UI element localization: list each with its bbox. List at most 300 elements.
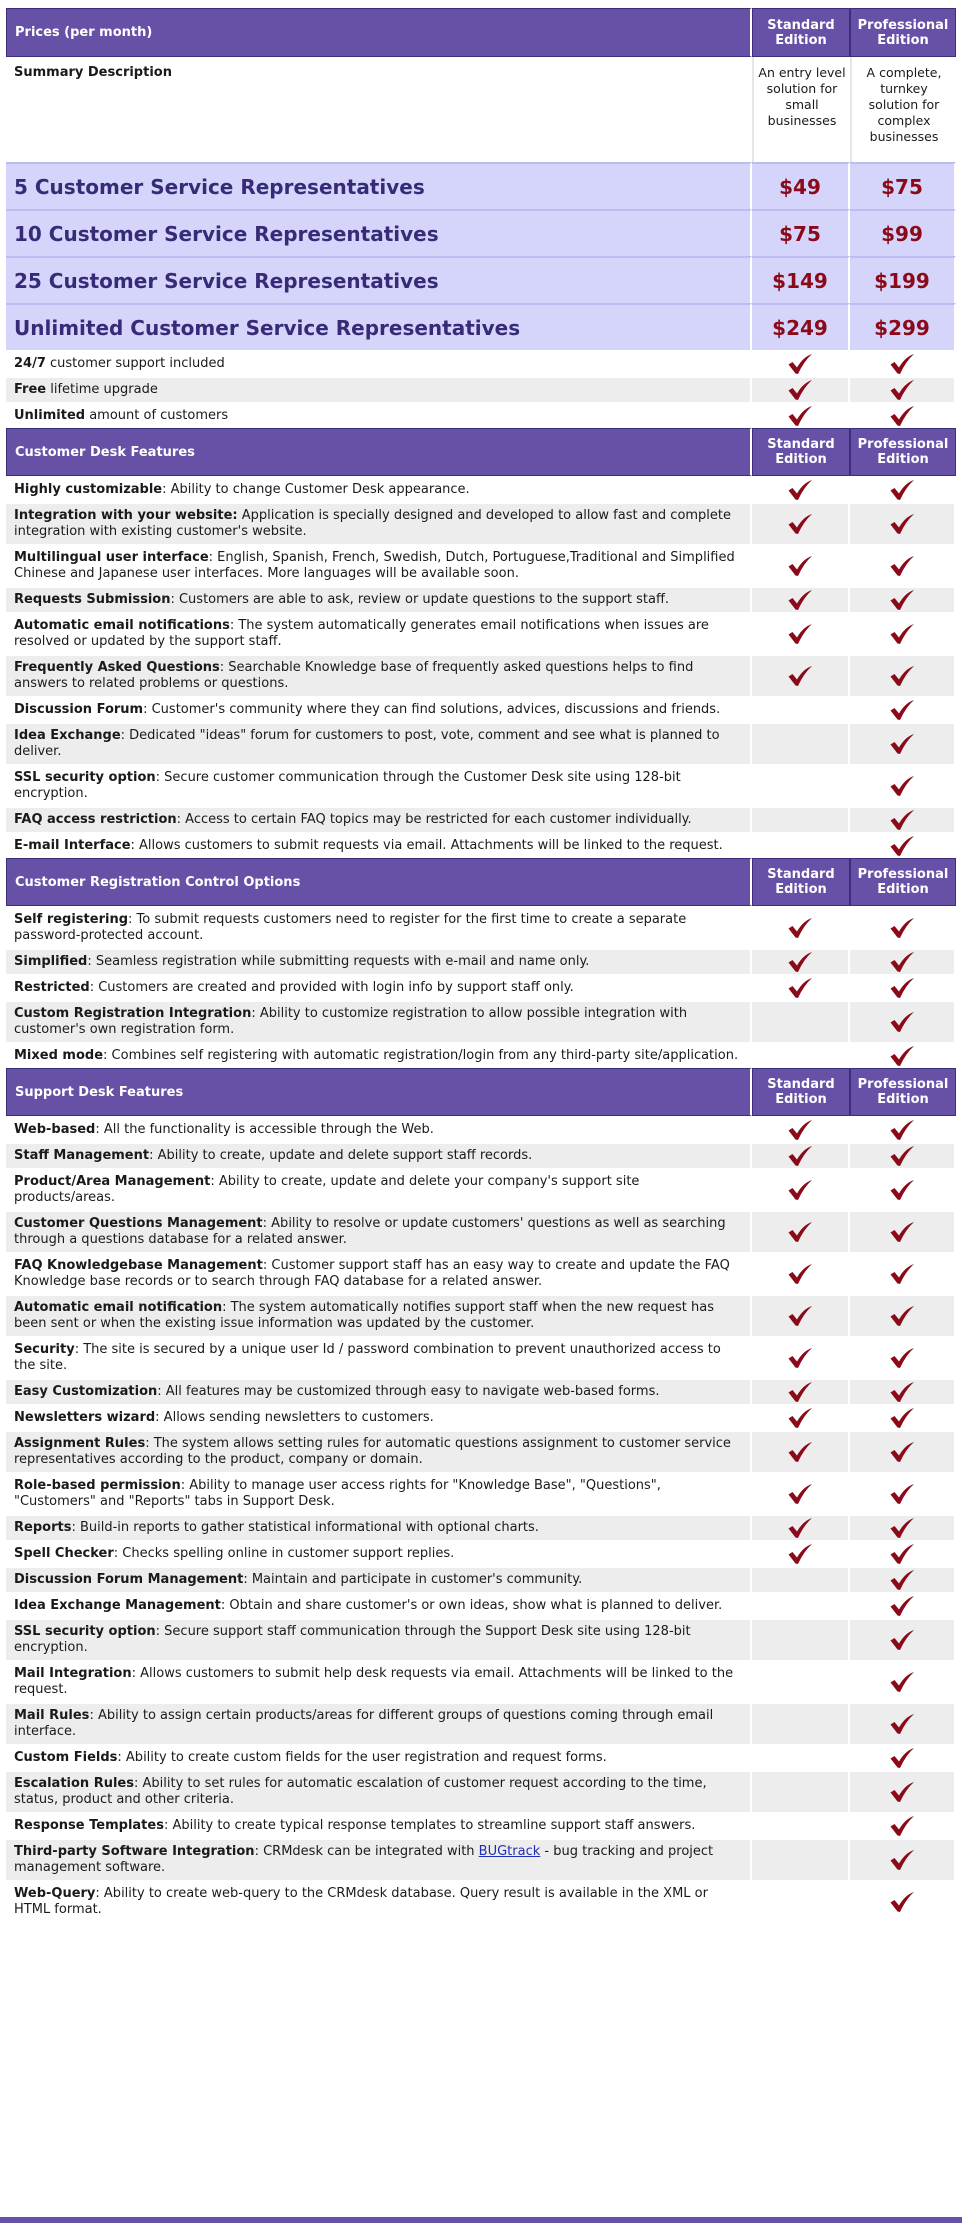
feature-text: : Customer's community where they can find solutions, advices, discussions and friends. [143,702,721,717]
included-cell [752,612,850,654]
price-row [6,303,956,350]
feature-name: Self registering [14,912,129,927]
included-cell [850,502,956,544]
included-cell [850,764,956,806]
feature-description [6,350,752,376]
included-cell [850,586,956,612]
check-icon [889,699,915,721]
professional-edition-heading: Professional Edition [850,428,956,476]
not-included-cell [752,1618,850,1660]
check-icon [889,733,915,755]
feature-name: Security [14,1342,75,1357]
feature-row [6,1042,956,1068]
feature-text: : The system automatically notifies support staff when the new request has been sent or when the existing issue information was updated by the customer. [14,1300,715,1331]
professional-summary: A complete, turnkey solution for complex businesses [850,57,956,162]
price-tier-label: 5 Customer Service Representatives [6,162,752,209]
feature-text: : Secure support staff communication through the Support Desk site using 128-bit encryption. [14,1624,691,1655]
included-cell [752,1210,850,1252]
feature-name: Discussion Forum [14,702,144,717]
feature-name: Restricted [14,980,90,995]
check-icon [889,1305,915,1327]
standard-price: $75 [752,209,850,256]
feature-name: Mixed mode [14,1048,104,1063]
feature-name: Idea Exchange [14,728,121,743]
check-icon [889,513,915,535]
check-icon [889,1569,915,1591]
included-cell [850,1430,956,1472]
feature-description [6,696,752,722]
feature-text: : English, Spanish, French, Swedish, Dutch, Portuguese,Traditional and Simplified Chinese and Japanese user interfaces. More languages will be available soon. [14,550,735,581]
check-icon [889,1011,915,1033]
feature-description [6,1660,752,1702]
check-icon [889,809,915,831]
feature-row [6,376,956,402]
check-icon [787,917,813,939]
included-cell [850,696,956,722]
check-icon [787,513,813,535]
feature-row [6,612,956,654]
not-included-cell [752,1000,850,1042]
check-icon [787,951,813,973]
feature-text: : Obtain and share customer's or own ideas, show what is planned to deliver. [220,1598,723,1613]
feature-name: Custom Fields [14,1750,118,1765]
feature-text: : Ability to create, update and delete your company's support site products/areas. [14,1174,640,1205]
not-included-cell [752,1770,850,1812]
feature-text-after: - bug tracking and project management software. [14,1844,714,1875]
feature-row [6,476,956,502]
not-included-cell [752,1566,850,1592]
included-cell [752,948,850,974]
not-included-cell [752,722,850,764]
feature-name: Frequently Asked Questions [14,660,220,675]
bugtrack-link[interactable]: BUGtrack [478,1844,541,1859]
check-icon [889,623,915,645]
check-icon [787,1543,813,1565]
feature-description [6,544,752,586]
professional-price: $75 [850,162,956,209]
feature-row [6,544,956,586]
feature-description [6,1702,752,1744]
feature-row [6,1592,956,1618]
check-icon [787,555,813,577]
footer-bar [0,2217,962,2223]
included-cell [752,1404,850,1430]
check-icon [787,405,813,427]
feature-description [6,1142,752,1168]
feature-description [6,1000,752,1042]
feature-name: Unlimited [14,408,86,423]
check-icon [889,555,915,577]
included-cell [752,1252,850,1294]
included-cell [850,1540,956,1566]
check-icon [889,835,915,857]
feature-name: Multilingual user interface [14,550,209,565]
included-cell [752,502,850,544]
feature-name: Integration with your website: [14,508,238,523]
included-cell [850,1592,956,1618]
feature-text: : Customer support staff has an easy way to create and update the FAQ Knowledge base records or to search through FAQ database for a related answer. [14,1258,730,1289]
check-icon [889,1441,915,1463]
included-cell [850,974,956,1000]
feature-name: Staff Management [14,1148,150,1163]
check-icon [889,1713,915,1735]
feature-description [6,764,752,806]
check-icon [787,1221,813,1243]
feature-text: : Build-in reports to gather statistical informational with optional charts. [71,1520,539,1535]
feature-name: Highly customizable [14,482,163,497]
feature-name: Assignment Rules [14,1436,146,1451]
feature-row [6,1210,956,1252]
feature-text: : All features may be customized through easy to navigate web-based forms. [157,1384,660,1399]
check-icon [889,479,915,501]
feature-description [6,1430,752,1472]
feature-description [6,1168,752,1210]
standard-price: $149 [752,256,850,303]
feature-row [6,1566,956,1592]
standard-summary: An entry level solution for small businesses [752,57,850,162]
check-icon [787,479,813,501]
professional-edition-heading: Professional Edition [850,1068,956,1116]
feature-row [6,1770,956,1812]
included-cell [752,1142,850,1168]
feature-text: : Allows customers to submit help desk requests via email. Attachments will be linked to the request. [14,1666,734,1697]
included-cell [752,654,850,696]
feature-text: amount of customers [85,408,229,423]
section-title: Customer Desk Features [6,428,752,476]
price-row [6,256,956,303]
section-header-row [6,428,956,476]
not-included-cell [752,1660,850,1702]
feature-row [6,1702,956,1744]
included-cell [752,476,850,502]
feature-name: Custom Registration Integration [14,1006,252,1021]
feature-text: : Ability to customize registration to allow possible integration with customer's own registration form. [14,1006,688,1037]
feature-row [6,832,956,858]
price-row [6,162,956,209]
check-icon [889,1045,915,1067]
feature-description [6,1378,752,1404]
check-icon [889,1671,915,1693]
feature-text: : Customers are created and provided with login info by support staff only. [89,980,574,995]
feature-description [6,586,752,612]
feature-description [6,1744,752,1770]
feature-row [6,502,956,544]
included-cell [752,1294,850,1336]
check-icon [787,665,813,687]
feature-text: : Ability to set rules for automatic escalation of customer request according to the time, status, product and other criteria. [14,1776,707,1807]
professional-price: $299 [850,303,956,350]
check-icon [889,1891,915,1913]
check-icon [889,405,915,427]
included-cell [850,1404,956,1430]
standard-price: $249 [752,303,850,350]
feature-name: Reports [14,1520,72,1535]
feature-row [6,1142,956,1168]
feature-text: : To submit requests customers need to register for the first time to create a separate password-protected account. [14,912,687,943]
included-cell [850,1514,956,1540]
standard-edition-heading: Standard Edition [752,858,850,906]
not-included-cell [752,1812,850,1838]
summary-label: Summary Description [6,57,752,162]
not-included-cell [752,1042,850,1068]
feature-row [6,1168,956,1210]
included-cell [850,1838,956,1880]
check-icon [787,623,813,645]
feature-text: : Secure customer communication through the Customer Desk site using 128-bit encryption. [14,770,681,801]
feature-name: Discussion Forum Management [14,1572,244,1587]
check-icon [787,379,813,401]
check-icon [889,1381,915,1403]
feature-description [6,1252,752,1294]
feature-text: : The system automatically generates email notifications when issues are resolved or updated by the support staff. [14,618,709,649]
feature-name: Automatic email notifications [14,618,230,633]
included-cell [850,906,956,948]
feature-row [6,1472,956,1514]
feature-description [6,1210,752,1252]
check-icon [889,1815,915,1837]
feature-row [6,1880,956,1922]
feature-row [6,974,956,1000]
feature-text: : Access to certain FAQ topics may be restricted for each customer individually. [176,812,692,827]
feature-row [6,1378,956,1404]
feature-text: : Allows customers to submit requests via email. Attachments will be linked to the request. [130,838,723,853]
included-cell [752,974,850,1000]
check-icon [889,1483,915,1505]
included-cell [850,612,956,654]
feature-row [6,402,956,428]
included-cell [752,586,850,612]
feature-description [6,1618,752,1660]
check-icon [787,589,813,611]
section-header-row [6,1068,956,1116]
feature-row [6,1744,956,1770]
not-included-cell [752,832,850,858]
included-cell [850,1294,956,1336]
included-cell [752,544,850,586]
feature-description [6,974,752,1000]
feature-description [6,402,752,428]
included-cell [850,722,956,764]
included-cell [752,376,850,402]
check-icon [787,1263,813,1285]
included-cell [850,350,956,376]
check-icon [889,1781,915,1803]
included-cell [752,1540,850,1566]
feature-description [6,376,752,402]
feature-text: : The system allows setting rules for automatic questions assignment to customer service representatives according to the product, company or domain. [14,1436,731,1467]
feature-name: Product/Area Management [14,1174,211,1189]
check-icon [787,1145,813,1167]
summary-row [6,57,956,162]
price-tier-label: 25 Customer Service Representatives [6,256,752,303]
feature-description [6,1880,752,1922]
included-cell [850,806,956,832]
feature-name: Web-Query [14,1886,96,1901]
feature-text: : Ability to create web-query to the CRMdesk database. Query result is available in the XML or HTML format. [14,1886,708,1917]
included-cell [850,402,956,428]
feature-name: E-mail Interface [14,838,131,853]
feature-description [6,1514,752,1540]
feature-row [6,1252,956,1294]
feature-text: : Ability to create typical response templates to streamline support staff answers. [163,1818,696,1833]
feature-description [6,654,752,696]
standard-edition-heading: Standard Edition [752,8,850,57]
included-cell [850,1660,956,1702]
feature-row [6,654,956,696]
standard-edition-heading: Standard Edition [752,428,850,476]
included-cell [850,1812,956,1838]
feature-row [6,1336,956,1378]
feature-name: Mail Integration [14,1666,132,1681]
feature-text: : The site is secured by a unique user Id / password combination to prevent unauthorized access to the site. [14,1342,721,1373]
check-icon [889,1747,915,1769]
included-cell [850,544,956,586]
feature-row [6,722,956,764]
included-cell [850,948,956,974]
feature-name: Response Templates [14,1818,164,1833]
feature-description [6,1404,752,1430]
feature-text: : Ability to change Customer Desk appearance. [162,482,470,497]
check-icon [889,353,915,375]
included-cell [752,402,850,428]
check-icon [787,1483,813,1505]
included-cell [850,1770,956,1812]
included-cell [850,1702,956,1744]
feature-row [6,806,956,832]
check-icon [889,775,915,797]
check-icon [889,1263,915,1285]
feature-row [6,1116,956,1142]
included-cell [752,1116,850,1142]
feature-name: Automatic email notification [14,1300,223,1315]
check-icon [889,1629,915,1651]
feature-text: : Ability to assign certain products/areas for different groups of questions coming through email interface. [14,1708,714,1739]
check-icon [889,951,915,973]
not-included-cell [752,1702,850,1744]
feature-row [6,696,956,722]
check-icon [889,1179,915,1201]
feature-description [6,1812,752,1838]
check-icon [889,977,915,999]
feature-name: SSL security option [14,1624,156,1639]
feature-name: Third-party Software Integration [14,1844,255,1859]
feature-description [6,1540,752,1566]
prices-header-row [6,8,956,57]
included-cell [850,832,956,858]
feature-description [6,1592,752,1618]
feature-name: Web-based [14,1122,96,1137]
included-cell [850,1168,956,1210]
check-icon [889,1595,915,1617]
not-included-cell [752,806,850,832]
feature-text: : Combines self registering with automatic registration/login from any third-party site/application. [103,1048,739,1063]
included-cell [850,1142,956,1168]
feature-row [6,764,956,806]
feature-row [6,1540,956,1566]
feature-description [6,502,752,544]
professional-edition-heading: Professional Edition [850,8,956,57]
check-icon [889,1543,915,1565]
check-icon [889,589,915,611]
feature-description [6,722,752,764]
check-icon [889,665,915,687]
feature-name: Spell Checker [14,1546,114,1561]
prices-title: Prices (per month) [6,8,752,57]
feature-text: customer support included [45,356,225,371]
professional-price: $199 [850,256,956,303]
not-included-cell [752,1592,850,1618]
feature-name: Idea Exchange Management [14,1598,221,1613]
feature-text: : Ability to create custom fields for the user registration and request forms. [117,1750,607,1765]
feature-name: Newsletters wizard [14,1410,156,1425]
not-included-cell [752,1880,850,1922]
feature-name: Role-based permission [14,1478,181,1493]
standard-price: $49 [752,162,850,209]
feature-row [6,1838,956,1880]
included-cell [850,654,956,696]
feature-description [6,1336,752,1378]
feature-description [6,1116,752,1142]
feature-text: : Ability to manage user access rights for "Knowledge Base", "Questions", "Customers" and "Reports" tabs in Support Desk. [14,1478,661,1509]
included-cell [850,376,956,402]
feature-name: Mail Rules [14,1708,90,1723]
check-icon [787,1119,813,1141]
feature-description [6,1770,752,1812]
check-icon [889,1119,915,1141]
feature-row [6,1404,956,1430]
feature-row [6,1000,956,1042]
included-cell [850,1252,956,1294]
included-cell [752,1430,850,1472]
not-included-cell [752,1744,850,1770]
feature-row [6,350,956,376]
price-tier-label: 10 Customer Service Representatives [6,209,752,256]
check-icon [889,1145,915,1167]
feature-description [6,832,752,858]
included-cell [850,1880,956,1922]
included-cell [752,1472,850,1514]
feature-text: : All the functionality is accessible through the Web. [95,1122,434,1137]
included-cell [850,1378,956,1404]
feature-description [6,1042,752,1068]
feature-description [6,476,752,502]
included-cell [752,906,850,948]
feature-description [6,806,752,832]
check-icon [787,353,813,375]
check-icon [787,1305,813,1327]
included-cell [850,1336,956,1378]
feature-description [6,1472,752,1514]
check-icon [889,1407,915,1429]
included-cell [850,476,956,502]
check-icon [787,1517,813,1539]
feature-text: Application is specially designed and developed to allow fast and complete integration with existing customer's website. [14,508,732,539]
check-icon [889,379,915,401]
feature-row [6,948,956,974]
feature-name: Customer Questions Management [14,1216,263,1231]
not-included-cell [752,764,850,806]
included-cell [850,1210,956,1252]
feature-name: Escalation Rules [14,1776,134,1791]
feature-row [6,1660,956,1702]
check-icon [787,1441,813,1463]
feature-text: : CRMdesk can be integrated with [254,1844,479,1859]
professional-edition-heading: Professional Edition [850,858,956,906]
price-tier-label: Unlimited Customer Service Representatives [6,303,752,350]
feature-description [6,906,752,948]
check-icon [889,1221,915,1243]
feature-name: Simplified [14,954,88,969]
